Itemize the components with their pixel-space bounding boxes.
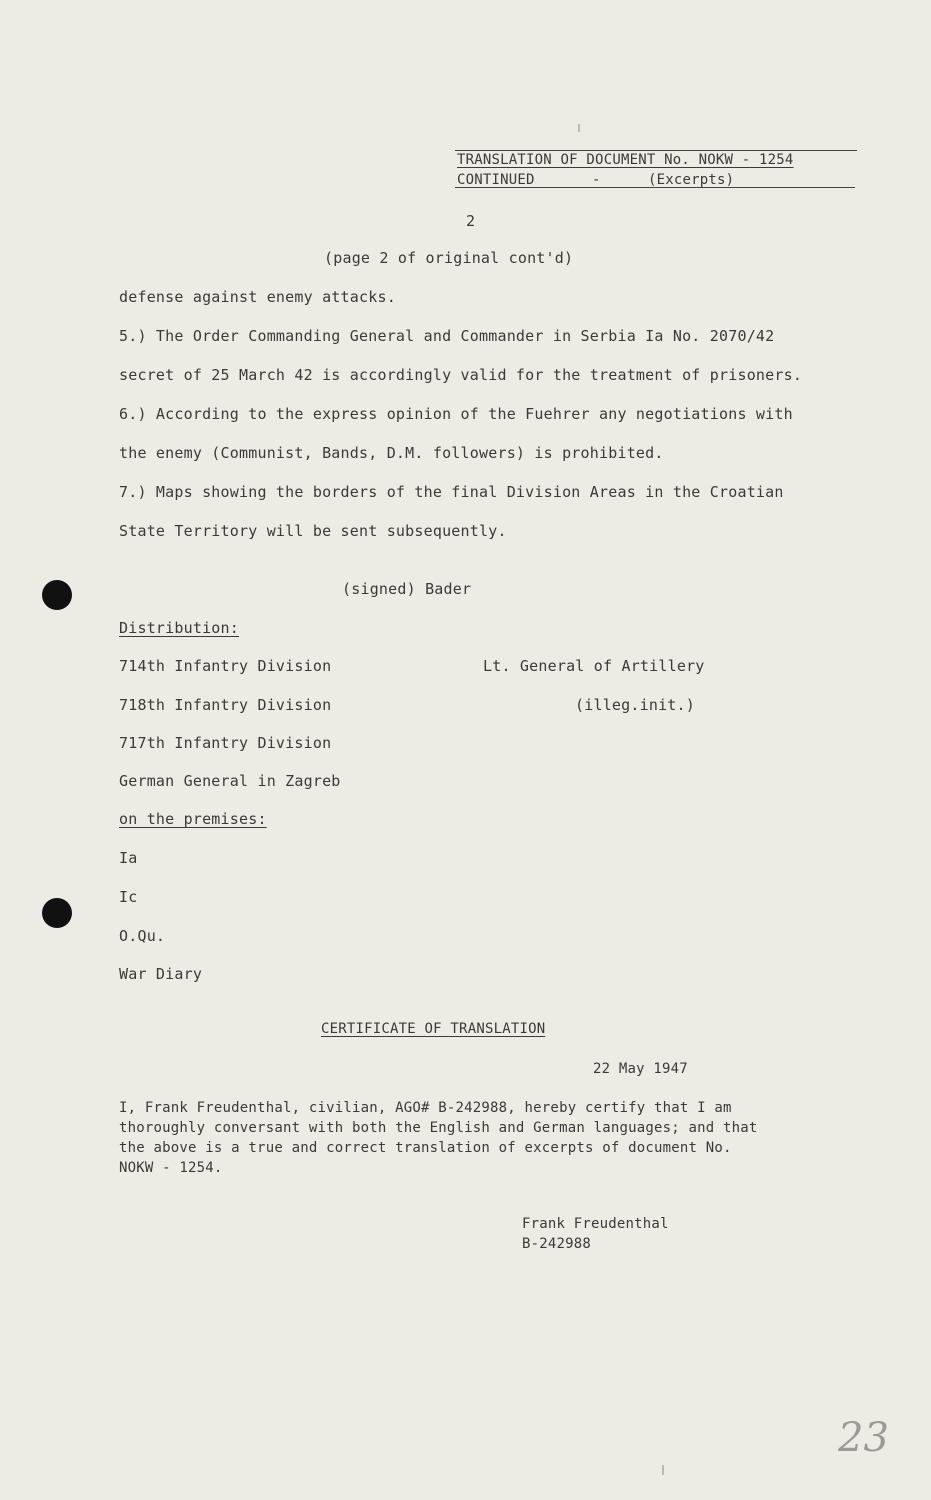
premises-item: War Diary [119,965,203,983]
initials-line: (illeg.init.) [575,696,695,714]
handwritten-page-number: 23 [838,1415,889,1461]
page-note: (page 2 of original cont'd) [324,249,574,267]
paper-speck [578,124,580,132]
premises-item: Ia [119,849,138,867]
premises-item: O.Qu. [119,927,166,945]
punch-hole-top [42,580,72,610]
certificate-body-line: I, Frank Freudenthal, civilian, AGO# B-242988, hereby certify that I am [119,1100,732,1116]
header-rule-bottom [455,187,855,188]
header-rule-top [455,150,857,151]
header-dash: - [592,172,601,188]
header-title: TRANSLATION OF DOCUMENT No. NOKW - 1254 [457,152,794,168]
premises-item: Ic [119,888,138,906]
punch-hole-bottom [42,898,72,928]
certificate-body-line: the above is a true and correct translation of excerpts of document No. [119,1140,732,1156]
certificate-body-line: NOKW - 1254. [119,1160,223,1176]
body-line: 5.) The Order Commanding General and Commander in Serbia Ia No. 2070/42 [119,327,775,345]
distribution-item: German General in Zagreb [119,772,341,790]
paper-speck [662,1465,664,1475]
body-line: State Territory will be sent subsequently. [119,522,507,540]
rank-line: Lt. General of Artillery [483,657,705,675]
body-line: 7.) Maps showing the borders of the final Division Areas in the Croatian [119,483,784,501]
header-excerpts: (Excerpts) [648,172,735,188]
distribution-item: 718th Infantry Division [119,696,332,714]
certificate-title: CERTIFICATE OF TRANSLATION [321,1021,546,1037]
distribution-item: 717th Infantry Division [119,734,332,752]
distribution-heading: Distribution: [119,619,239,637]
body-line: the enemy (Communist, Bands, D.M. followers) is prohibited. [119,444,664,462]
distribution-item: 714th Infantry Division [119,657,332,675]
body-line: 6.) According to the express opinion of the Fuehrer any negotiations with [119,405,793,423]
certificate-date: 22 May 1947 [593,1061,688,1077]
header-continued: CONTINUED [457,172,535,188]
signer-id: B-242988 [522,1236,592,1252]
body-line: secret of 25 March 42 is accordingly valid for the treatment of prisoners. [119,366,803,384]
premises-heading: on the premises: [119,810,267,828]
certificate-body-line: thoroughly conversant with both the English and German languages; and that [119,1120,758,1136]
signature: (signed) Bader [342,580,472,598]
page-number: 2 [466,212,476,230]
signer-name: Frank Freudenthal [522,1216,669,1232]
body-line: defense against enemy attacks. [119,288,396,306]
